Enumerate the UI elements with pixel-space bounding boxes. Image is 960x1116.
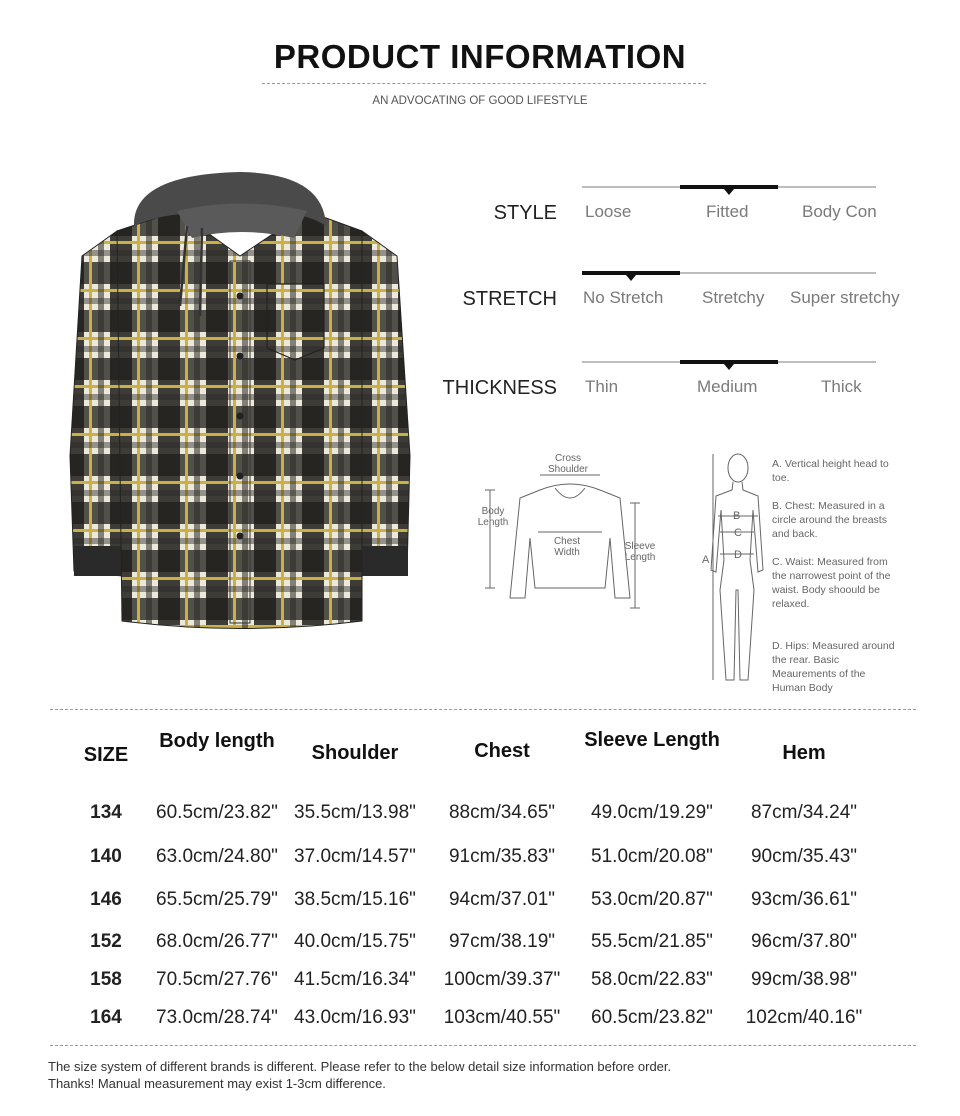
table-cell: 63.0cm/24.80" [156,846,278,867]
table-header: Shoulder [311,742,399,764]
body-figure-icon [696,450,772,686]
table-cell: 41.5cm/16.34" [294,969,416,990]
table-cell: 53.0cm/20.87" [591,889,713,910]
attribute-option: No Stretch [583,288,664,307]
table-cell: 65.5cm/25.79" [156,889,278,910]
product-image [62,166,422,636]
table-cell: 99cm/38.98" [750,969,858,990]
table-cell: 100cm/39.37" [443,969,561,990]
table-cell: 94cm/37.01" [448,889,556,910]
table-cell: 88cm/34.65" [448,802,556,823]
note-hips: D. Hips: Measured around the rear. Basic Meaurements of the Human Body [772,640,895,694]
page-subtitle: AN ADVOCATING OF GOOD LIFESTYLE [372,95,588,107]
table-header: Body length [159,730,275,752]
attribute-option: Medium [697,377,758,396]
table-cell: 40.0cm/15.75" [294,931,416,952]
table-cell: 103cm/40.55" [443,1007,561,1028]
chest-width-label: Chest Width [553,536,581,558]
table-cell: 87cm/34.24" [750,802,858,823]
cross-shoulder-label: Cross Shoulder [547,453,589,475]
attribute-option: Thick [821,377,862,396]
page-title: PRODUCT INFORMATION [273,38,687,75]
sleeve-length-label: Sleeve Length [624,541,656,563]
table-cell: 90cm/35.43" [750,846,858,867]
attribute-pointer-icon [724,189,734,195]
note-chest: B. Chest: Measured in a circle around the breasts and back. [772,500,887,540]
table-cell: 73.0cm/28.74" [156,1007,278,1028]
table-bottom-divider [50,1045,916,1046]
title-divider [262,83,706,84]
attribute-label-stretch: STRETCH [462,288,557,310]
table-cell: 51.0cm/20.08" [591,846,713,867]
table-header: Chest [474,740,530,762]
table-top-divider [50,709,916,710]
attribute-option: Loose [585,202,632,221]
table-cell: 91cm/35.83" [448,846,556,867]
attribute-label-style: STYLE [493,202,557,224]
attribute-option: Body Con [802,202,877,221]
table-cell: 70.5cm/27.76" [156,969,278,990]
attribute-option: Super stretchy [790,288,900,307]
table-cell: 37.0cm/14.57" [294,846,416,867]
table-size-cell: 146 [90,889,122,910]
table-header: Sleeve Length [584,729,720,751]
attribute-option: Stretchy [702,288,765,307]
marker-a: A [702,554,710,566]
table-header: Hem [782,742,826,764]
table-cell: 68.0cm/26.77" [156,931,278,952]
table-cell: 49.0cm/19.29" [591,802,713,823]
table-cell: 58.0cm/22.83" [591,969,713,990]
table-header: SIZE [83,744,129,766]
attribute-pointer-icon [626,275,636,281]
table-cell: 96cm/37.80" [750,931,858,952]
table-size-cell: 134 [90,802,122,823]
marker-b: B [733,510,741,522]
marker-d: D [734,549,742,561]
attribute-pointer-icon [724,364,734,370]
table-cell: 38.5cm/15.16" [294,889,416,910]
table-cell: 97cm/38.19" [448,931,556,952]
attribute-option: Thin [585,377,619,396]
table-size-cell: 152 [90,931,122,952]
table-size-cell: 158 [90,969,122,990]
attribute-label-thickness: THICKNESS [442,377,557,399]
table-size-cell: 164 [90,1007,122,1028]
table-cell: 60.5cm/23.82" [591,1007,713,1028]
marker-c: C [734,527,742,539]
table-cell: 93cm/36.61" [750,889,858,910]
attribute-option: Fitted [706,202,749,221]
table-cell: 35.5cm/13.98" [294,802,416,823]
table-cell: 55.5cm/21.85" [591,931,713,952]
footer-note-2: Thanks! Manual measurement may exist 1-3cm difference. [48,1076,386,1091]
table-cell: 102cm/40.16" [745,1007,863,1028]
footer-note-1: The size system of different brands is different. Please refer to the below detail size information before order. [48,1059,672,1074]
table-cell: 43.0cm/16.93" [294,1007,416,1028]
note-height: A. Vertical height head to toe. [772,458,889,484]
note-waist: C. Waist: Measured from the narrowest point of the waist. Body shoould be relaxed. [772,556,891,610]
body-length-label: Body Length [477,506,509,528]
table-size-cell: 140 [90,846,122,867]
table-cell: 60.5cm/23.82" [156,802,278,823]
